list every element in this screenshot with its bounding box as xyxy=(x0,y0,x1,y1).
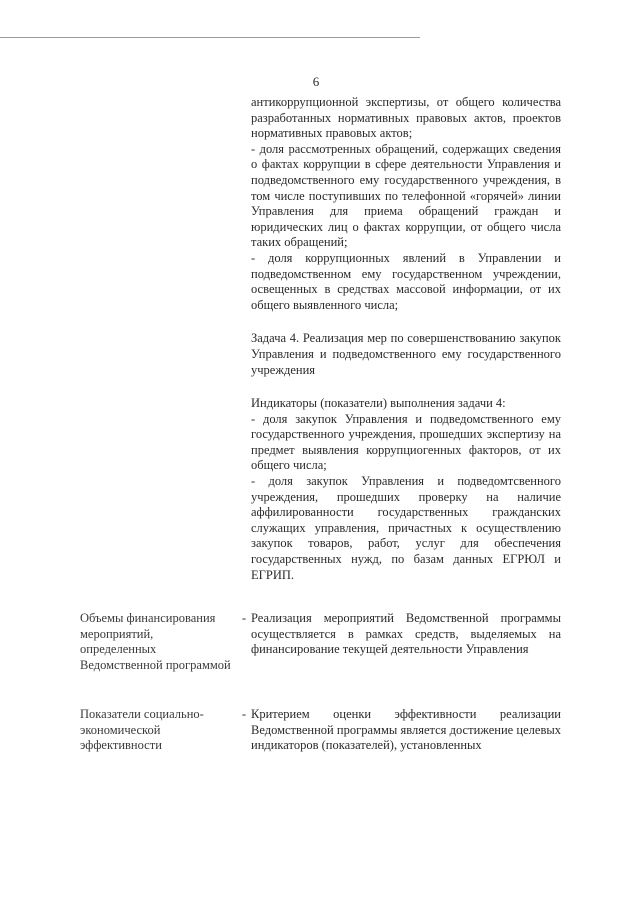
task-4-title: Задача 4. Реализация мер по совершенствованию закупок Управления и подведомственного ему государственного учреждения xyxy=(251,331,561,377)
financing-value: Реализация мероприятий Ведомственной программы осуществляется в рамках средств, выделяемых на финансирование текущей деятельности Управления xyxy=(251,611,561,657)
row-dash: - xyxy=(241,611,247,625)
page-number: 6 xyxy=(312,74,320,89)
efficiency-label: Показатели социально-экономической эффективности xyxy=(80,707,204,753)
paragraph-gap xyxy=(251,378,561,396)
indicator-item-end: антикоррупционной экспертизы, от общего количества разработанных нормативных правовых актов, проектов нормативных правовых актов; xyxy=(251,95,561,141)
row-dash: - xyxy=(241,707,247,721)
task-4-indicators-heading: Индикаторы (показатели) выполнения задачи 4: xyxy=(251,396,506,411)
indicator-item-complaints: - доля рассмотренных обращений, содержащих сведения о фактах коррупции в сфере деятельности Управления и подведомственного ему государственного учреждения, в том числе поступивших по телефонной «горячей» линии Управления для приема обращений граждан и юридических лиц о фактах коррупции, от общего числа таких обращений; xyxy=(251,141,561,250)
program-text-column xyxy=(251,95,561,583)
financing-label: Объемы финансирования мероприятий, определенных Ведомственной программой xyxy=(80,611,231,672)
top-rule xyxy=(0,37,420,38)
indicator-item-media: - доля коррупционных явлений в Управлении и подведомственном ему государственном учреждении, освещенных в средствах массовой информации, от их общего выявленного числа; xyxy=(251,250,561,312)
task-4-indicator-2: - доля закупок Управления и подведомтсвенного учреждения, прошедших проверку на наличие аффилированности государственных гражданских служащих управления, причастных к осуществлению закупок товаров, работ, услуг для обеспечения государственных нужд, по базам данных ЕГРЮЛ и ЕГРИП. xyxy=(251,474,561,582)
task-4-indicator-1: - доля закупок Управления и подведомственного ему государственного учреждения, прошедших экспертизу на предмет выявления коррупциогенных факторов, от их общего числа; xyxy=(251,411,561,473)
efficiency-value: Критерием оценки эффективности реализации Ведомственной программы является достижение целевых индикаторов (показателей), установленных xyxy=(251,707,561,753)
paragraph-gap xyxy=(251,313,561,331)
